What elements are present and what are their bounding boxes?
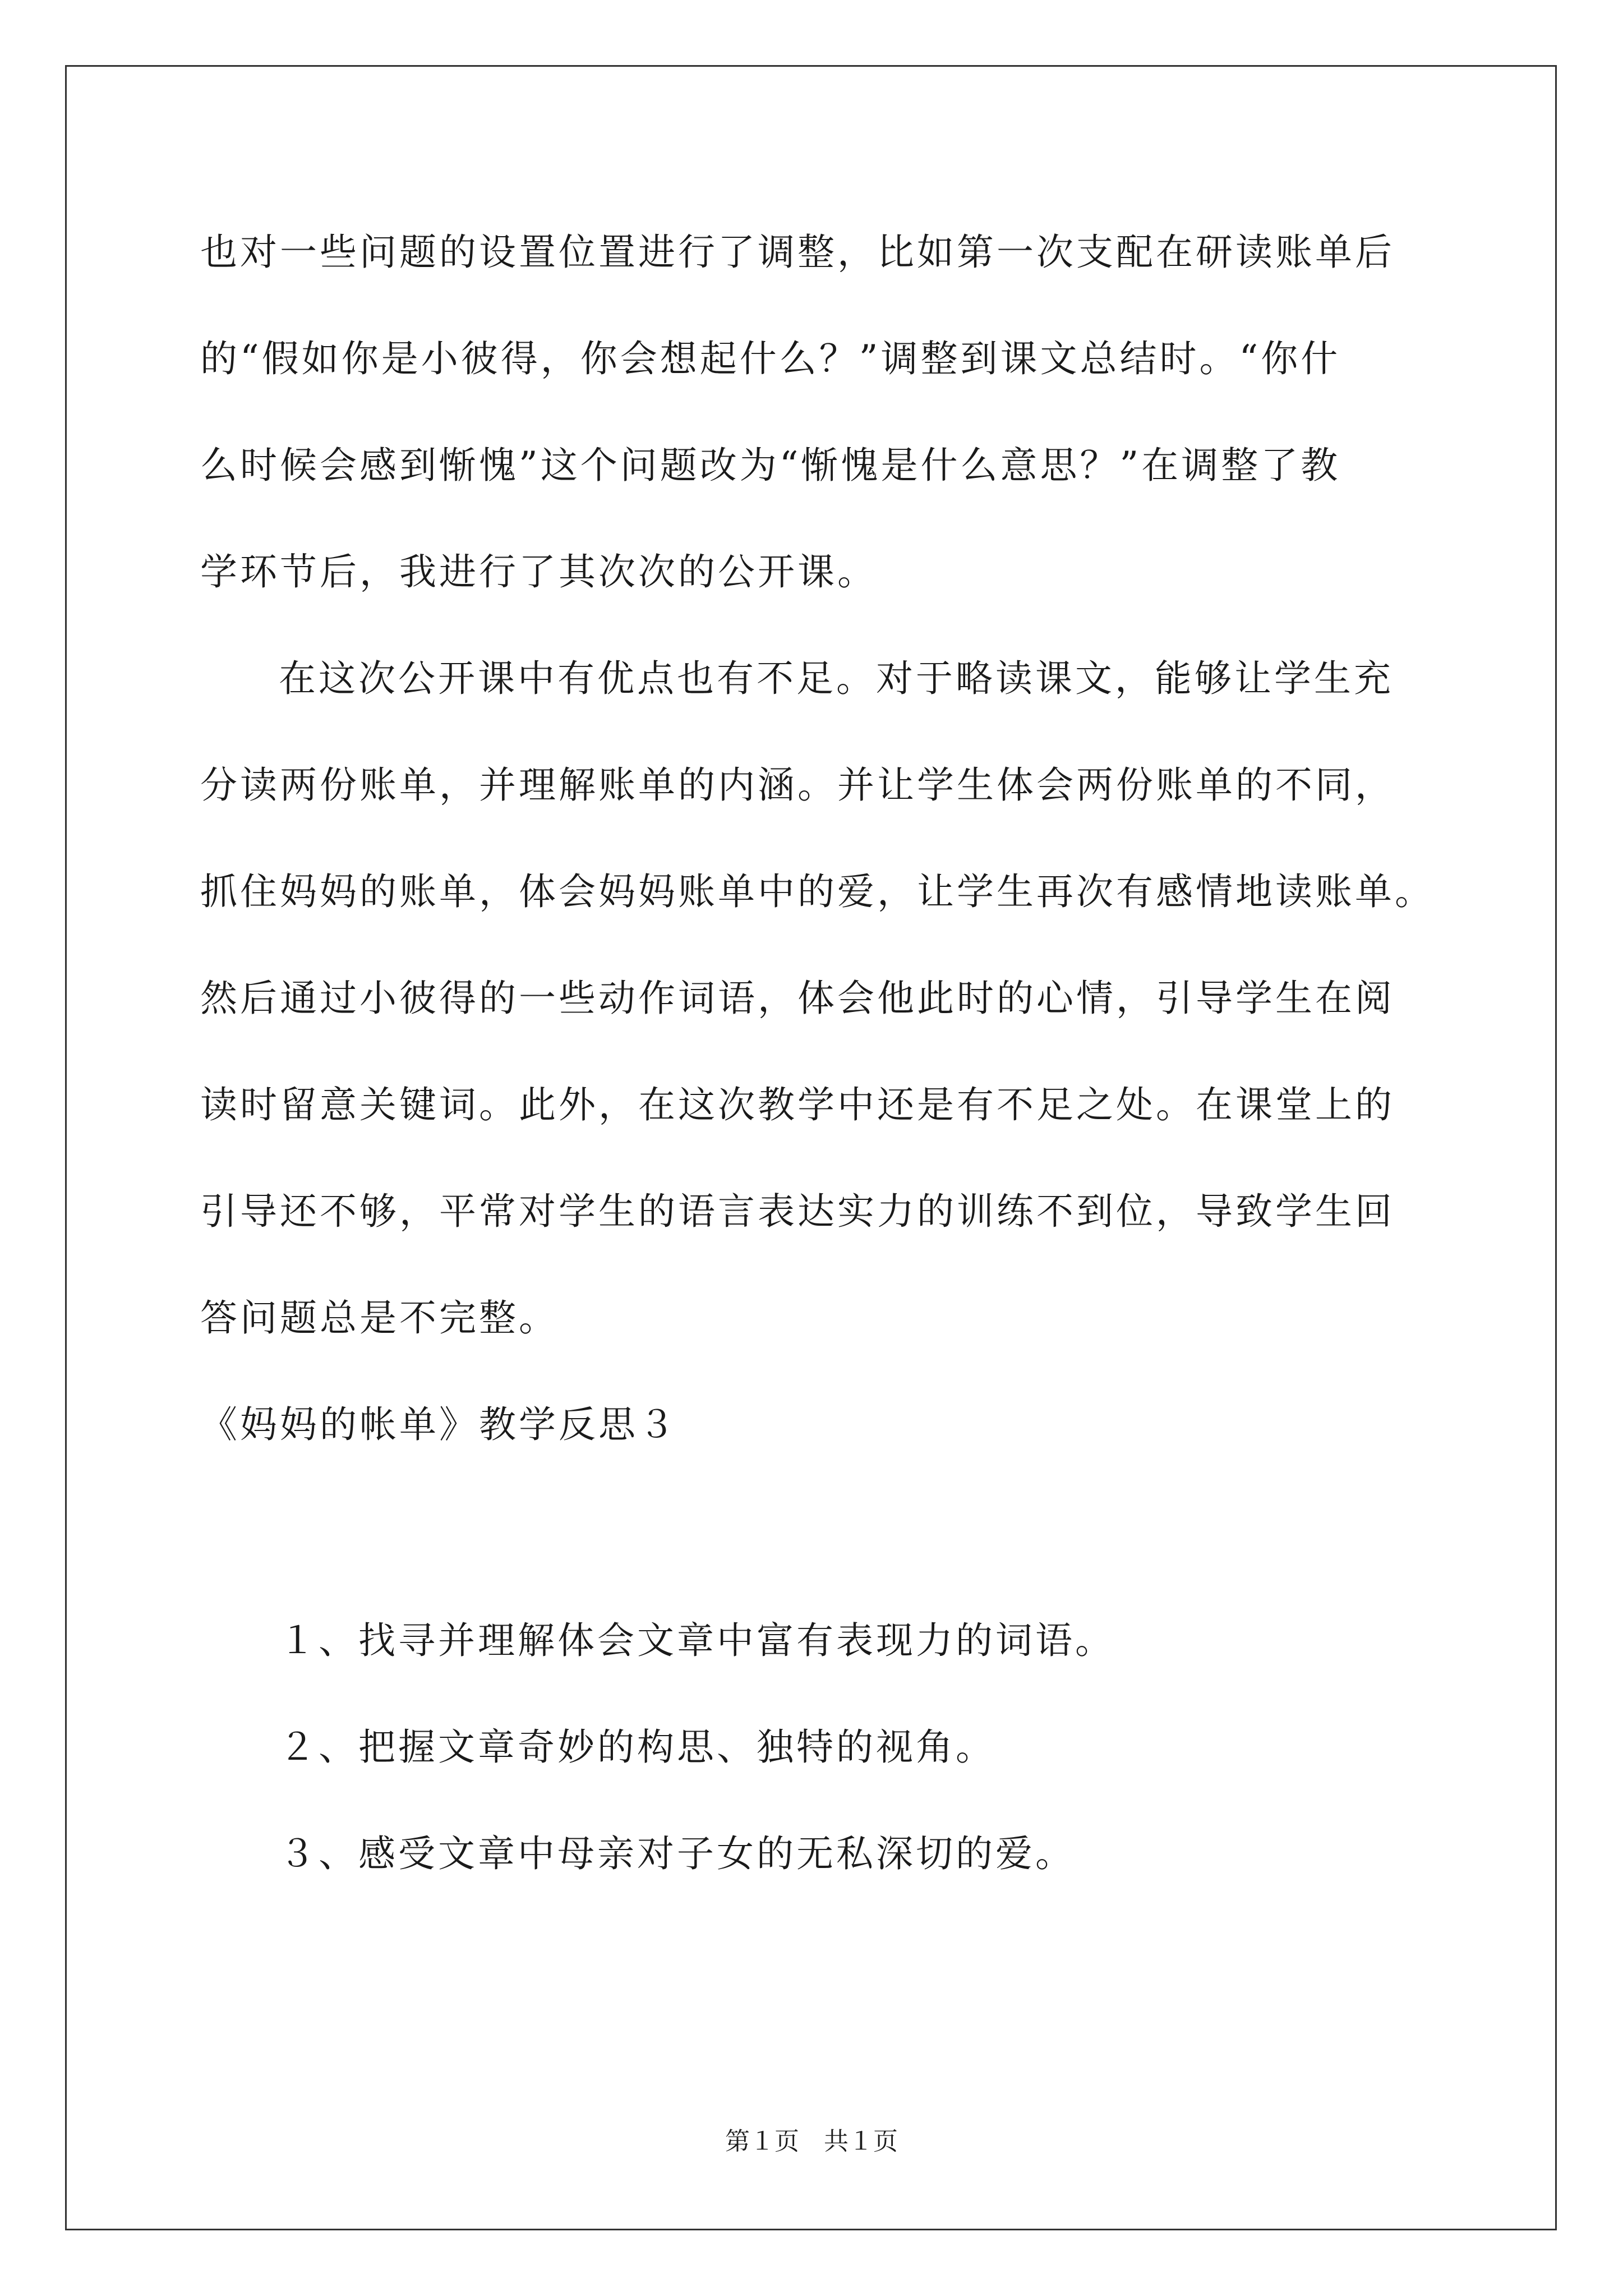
section-title: 《妈妈的帐单》教学反思３ [200, 1403, 678, 1446]
paragraph-line: 在这次公开课中有优点也有不足。对于略读课文，能够让学生充 [279, 657, 1394, 700]
paragraph-line: 学环节后，我进行了其次次的公开课。 [200, 550, 877, 593]
paragraph-line: 答问题总是不完整。 [200, 1296, 559, 1340]
page-footer: 第１页 共１页 [725, 2127, 898, 2156]
paragraph-line: 么时候会感到惭愧”这个问题改为“惭愧是什么意思？”在调整了教 [200, 444, 1341, 487]
paragraph-line: 然后通过小彼得的一些动作词语，体会他此时的心情，引导学生在阅 [200, 977, 1395, 1020]
objective-item: ３、感受文章中母亲对子女的无私深切的爱。 [279, 1832, 1075, 1875]
paragraph-line: 引导还不够，平常对学生的语言表达实力的训练不到位，导致学生回 [200, 1190, 1395, 1233]
paragraph-line: 分读两份账单，并理解账单的内涵。并让学生体会两份账单的不同， [200, 763, 1395, 807]
paragraph-line: 抓住妈妈的账单，体会妈妈账单中的爱，让学生再次有感情地读账单。 [200, 870, 1435, 913]
objective-item: ２、把握文章奇妙的构思、独特的视角。 [279, 1726, 995, 1769]
paragraph-line: 的“假如你是小彼得，你会想起什么？”调整到课文总结时。“你什 [200, 337, 1341, 380]
page-border [65, 65, 1557, 2230]
paragraph-line: 也对一些问题的设置位置进行了调整，比如第一次支配在研读账单后 [200, 231, 1395, 274]
objective-item: １、找寻并理解体会文章中富有表现力的词语。 [279, 1619, 1115, 1662]
paragraph-line: 读时留意关键词。此外，在这次教学中还是有不足之处。在课堂上的 [200, 1083, 1395, 1126]
